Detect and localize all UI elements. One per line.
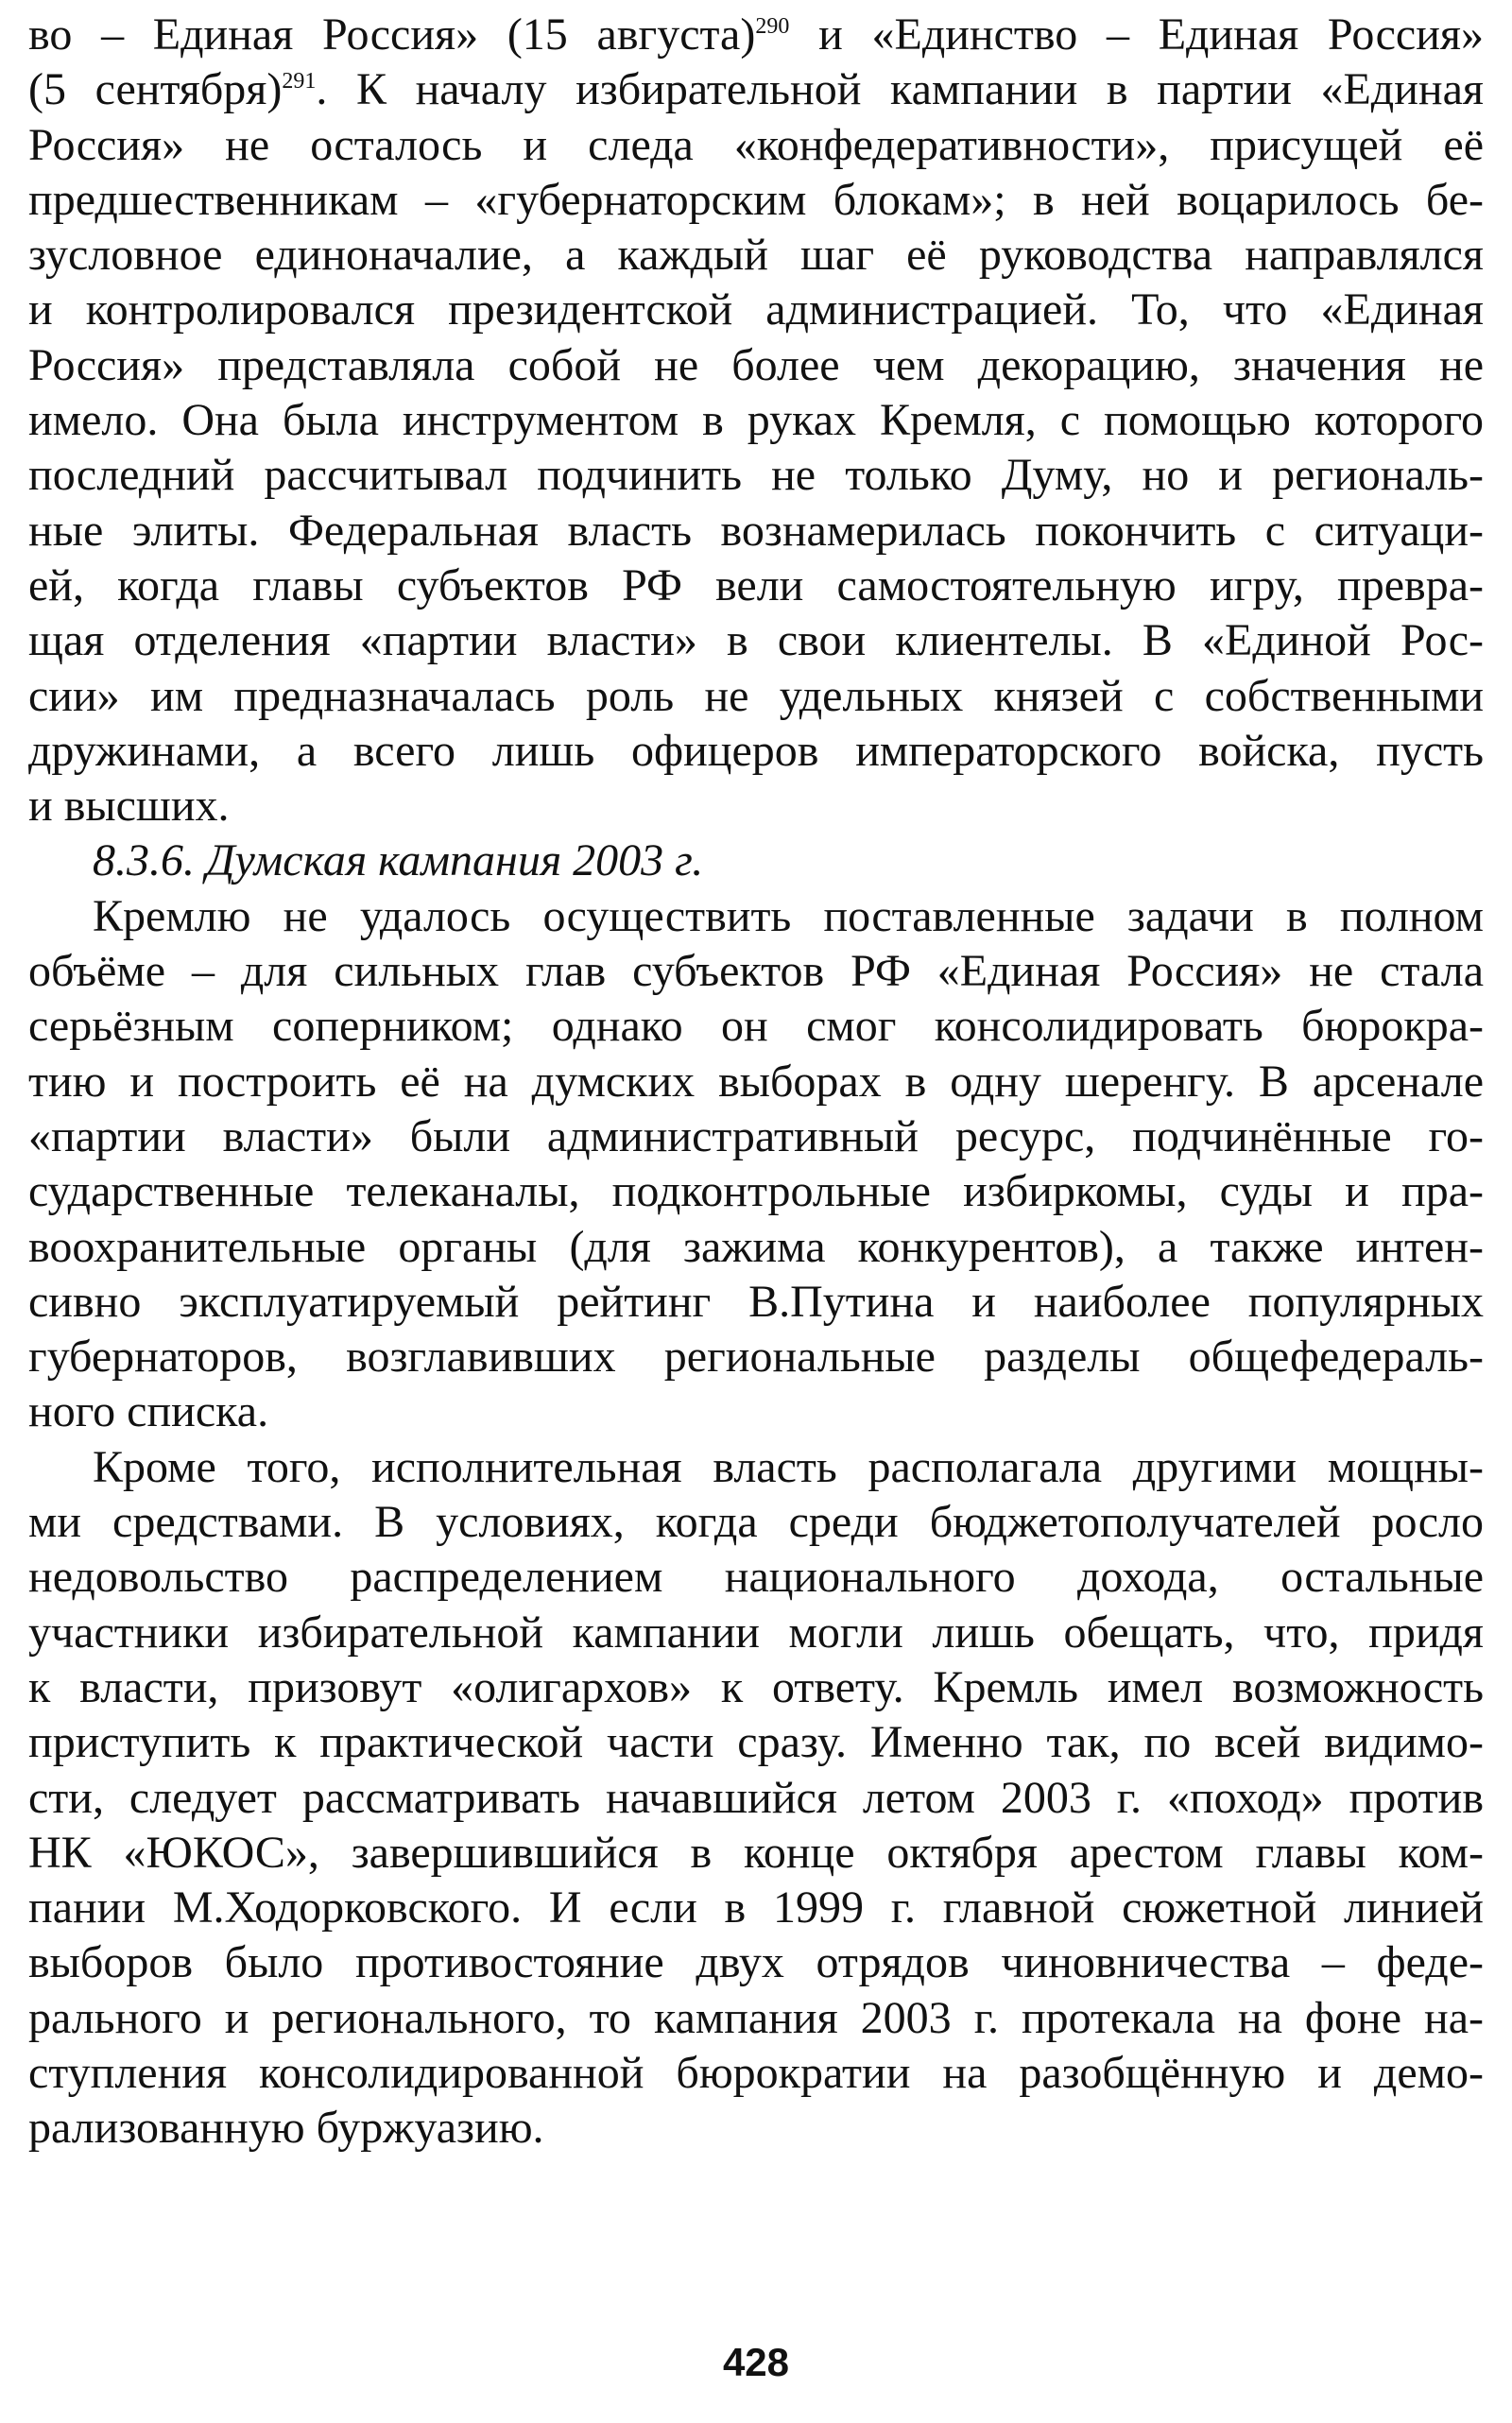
text-segment: (5 сентября) xyxy=(28,64,283,115)
section-heading: 8.3.6. Думская кампания 2003 г. xyxy=(93,835,704,886)
text-line: ступления консолидированной бюрократии на разобщённую и демо- xyxy=(28,2047,1484,2098)
text-line: тию и построить её на думских выборах в одну шеренгу. В арсенале xyxy=(28,1056,1484,1107)
text-line: зусловное единоначалие, а каждый шаг её руководства направлялся xyxy=(28,230,1484,281)
text-line: участники избирательной кампании могли лишь обещать, что, придя xyxy=(28,1607,1484,1658)
text-line: Кроме того, исполнительная власть располагала другими мощны- xyxy=(93,1441,1484,1492)
text-line: дружинами, а всего лишь офицеров императорского войска, пусть xyxy=(28,725,1484,776)
text-line: НК «ЮКОС», завершившийся в конце октября арестом главы ком- xyxy=(28,1827,1484,1878)
text-line: щая отделения «партии власти» в свои клиентелы. В «Единой Рос- xyxy=(28,615,1484,666)
text-line: сивно эксплуатируемый рейтинг В.Путина и наиболее популярных xyxy=(28,1276,1484,1327)
text-line: имело. Она была инструментом в руках Кремля, с помощью которого xyxy=(28,395,1484,446)
text-line: губернаторов, возглавивших региональные разделы общефедераль- xyxy=(28,1332,1484,1383)
text-line: и высших. xyxy=(28,781,230,832)
text-line: рализованную буржуазию. xyxy=(28,2103,544,2154)
text-line xyxy=(28,8,1484,62)
page-number: 428 xyxy=(722,2340,790,2384)
text-line: сти, следует рассматривать начавшийся летом 2003 г. «поход» против xyxy=(28,1772,1484,1823)
text-line: сии» им предназначалась роль не удельных князей с собственными xyxy=(28,670,1484,721)
text-line: серьёзным соперником; однако он смог консолидировать бюрокра- xyxy=(28,1001,1484,1052)
footnote-ref[interactable]: 290 xyxy=(755,14,790,39)
text-line: недовольство распределением национального дохода, остальные xyxy=(28,1552,1484,1603)
text-line: приступить к практической части сразу. Именно так, по всей видимо- xyxy=(28,1717,1484,1768)
text-line: ного списка. xyxy=(28,1386,269,1437)
text-line: Кремлю не удалось осуществить поставленные задачи в полном xyxy=(93,890,1484,941)
text-line: к власти, призовут «олигархов» к ответу. Кремль имел возможность xyxy=(28,1661,1484,1712)
text-line: воохранительные органы (для зажима конкурентов), а также интен- xyxy=(28,1221,1484,1272)
text-segment: . К началу избирательной кампании в партии «Единая xyxy=(316,64,1484,115)
footnote-ref[interactable]: 291 xyxy=(282,69,317,95)
text-line: предшественникам – «губернаторским блокам»; в ней воцарилось бе- xyxy=(28,174,1484,225)
page-body xyxy=(28,8,1484,2157)
text-line: последний рассчитывал подчинить не только Думу, но и региональ- xyxy=(28,450,1484,501)
text-line: «партии власти» были административный ресурс, подчинённые го- xyxy=(28,1110,1484,1161)
text-line: рального и регионального, то кампания 2003 г. протекала на фоне на- xyxy=(28,1992,1484,2043)
text-segment: во – Единая Россия» (15 августа) xyxy=(28,9,756,60)
text-line xyxy=(28,62,1484,117)
text-segment: и «Единство – Единая Россия» xyxy=(789,9,1484,60)
text-line: Россия» не осталось и следа «конфедеративности», присущей её xyxy=(28,119,1484,170)
text-line: ми средствами. В условиях, когда среди бюджетополучателей росло xyxy=(28,1497,1484,1548)
text-line: пании М.Ходорковского. И если в 1999 г. главной сюжетной линией xyxy=(28,1882,1484,1933)
text-line: ные элиты. Федеральная власть вознамерилась покончить с ситуаци- xyxy=(28,505,1484,556)
text-line: выборов было противостояние двух отрядов чиновничества – феде- xyxy=(28,1937,1484,1988)
text-line: сударственные телеканалы, подконтрольные избиркомы, суды и пра- xyxy=(28,1166,1484,1217)
text-line: ей, когда главы субъектов РФ вели самостоятельную игру, превра- xyxy=(28,559,1484,610)
text-line: и контролировался президентской администрацией. То, что «Единая xyxy=(28,284,1484,335)
text-line: объёме – для сильных глав субъектов РФ «Единая Россия» не стала xyxy=(28,946,1484,997)
text-line: Россия» представляла собой не более чем декорацию, значения не xyxy=(28,339,1484,390)
